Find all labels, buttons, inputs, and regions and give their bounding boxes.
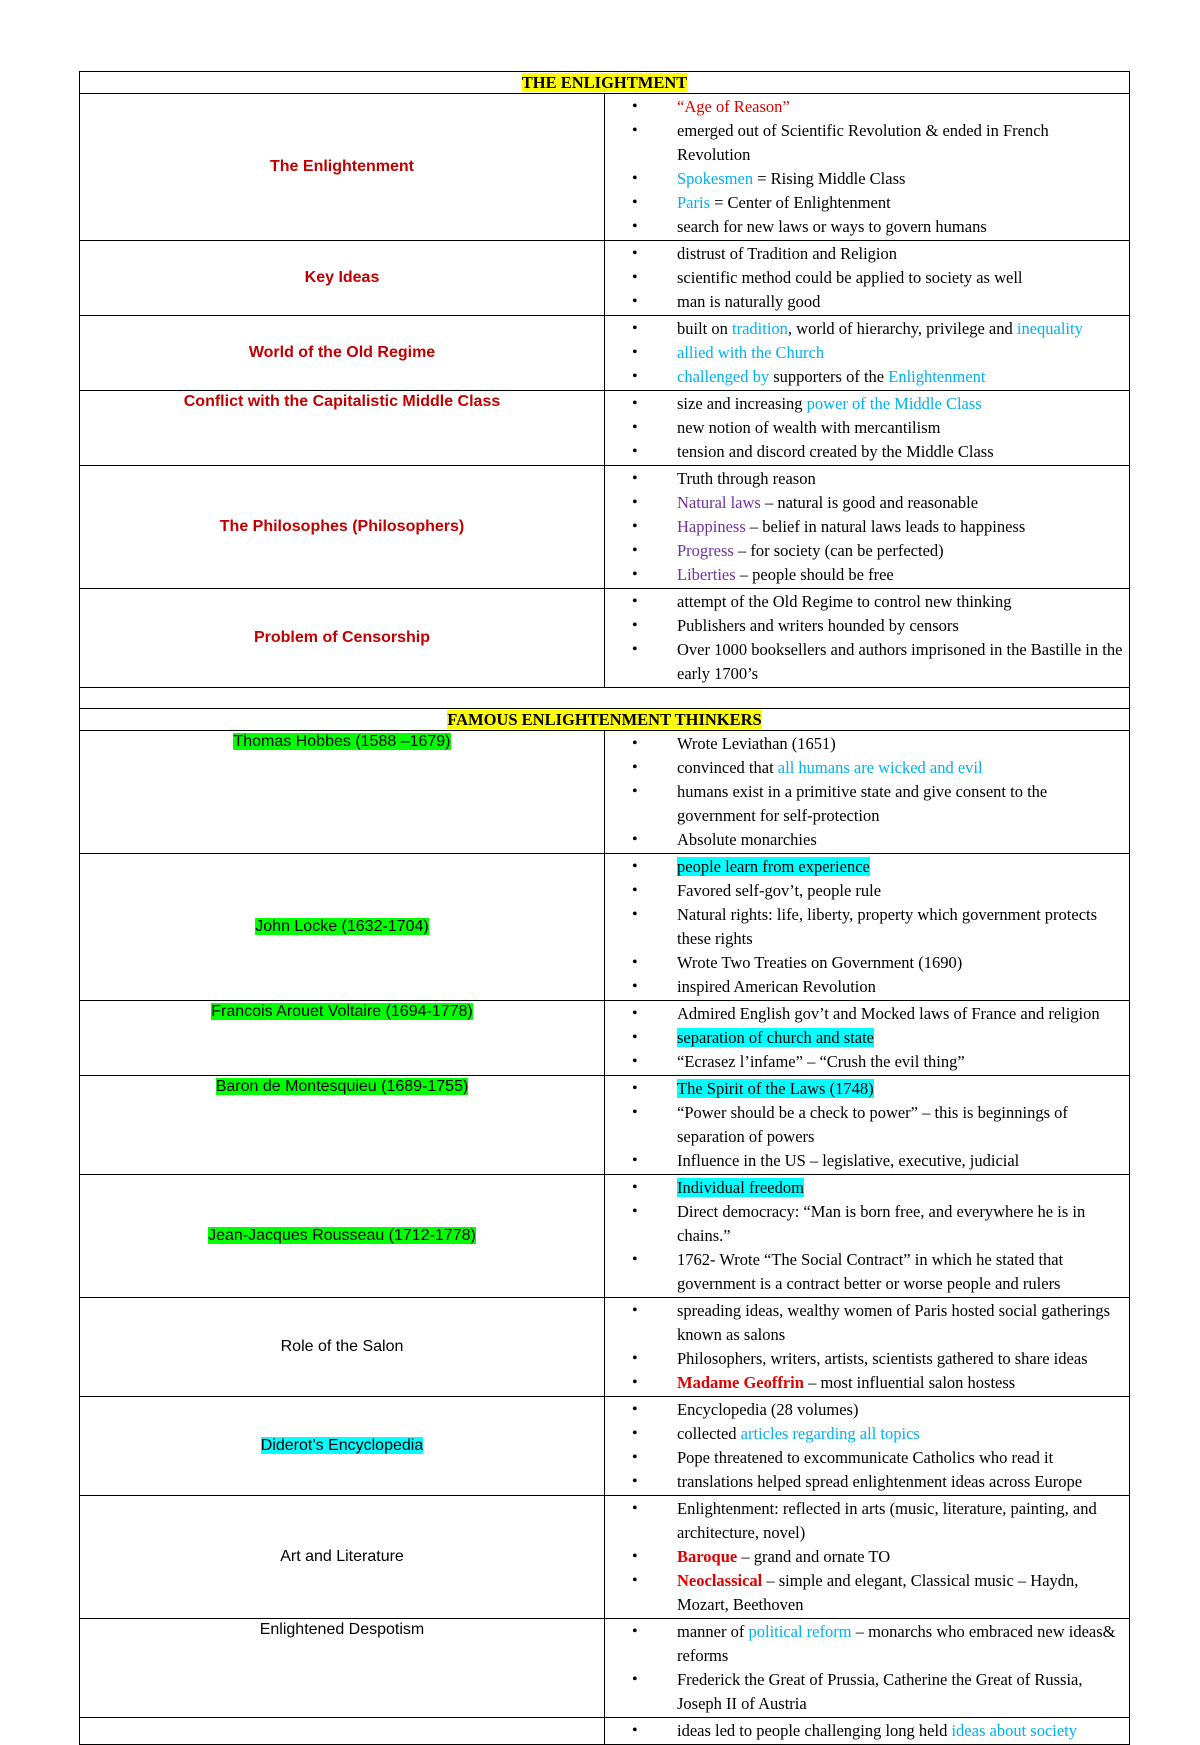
topic-cell <box>80 241 605 316</box>
topic-label: World of the Old Regime <box>248 344 436 361</box>
bullet-text: humans exist in a primitive state and give consent to the government for self-protection <box>677 782 1048 825</box>
topic-label: The Philosophes (Philosophers) <box>219 518 465 535</box>
bullet-text: Frederick the Great of Prussia, Catherine the Great of Russia, Joseph II of Austria <box>677 1670 1083 1713</box>
bullet-text: allied with the Church <box>677 343 825 362</box>
section-header <box>80 709 1130 731</box>
bullet-item <box>623 732 1123 756</box>
bullet-item <box>623 119 1123 167</box>
topic-row <box>80 94 1130 241</box>
thinker-row <box>80 1619 1130 1718</box>
bullet-text: collected <box>677 1424 741 1443</box>
thinker-cell <box>80 1718 605 1745</box>
bullet-list <box>623 1002 1123 1074</box>
bullet-list <box>623 242 1123 314</box>
details-cell <box>605 1298 1130 1397</box>
bullet-list <box>623 95 1123 239</box>
bullet-text: Admired English gov’t and Mocked laws of France and religion <box>677 1004 1100 1023</box>
bullet-item <box>623 1719 1123 1743</box>
bullet-item <box>623 290 1123 314</box>
bullet-item <box>623 440 1123 464</box>
bullet-list <box>623 467 1123 587</box>
bullet-text: Spokesmen <box>677 169 754 188</box>
bullet-text: inequality <box>1016 319 1083 338</box>
bullet-text: The Spirit of the Laws (1748) <box>677 1079 874 1098</box>
topic-label: Problem of Censorship <box>253 629 431 646</box>
thinker-name: Thomas Hobbes (1588 –1679) <box>233 733 451 750</box>
topic-label: Key Ideas <box>304 269 380 286</box>
bullet-item <box>623 855 1123 879</box>
bullet-item <box>623 1176 1123 1200</box>
bullet-text: “Age of Reason” <box>677 97 790 116</box>
thinker-name: Francois Arouet Voltaire (1694-1778) <box>211 1003 473 1020</box>
bullet-text: – belief in natural laws leads to happiness <box>745 517 1026 536</box>
bullet-item <box>623 95 1123 119</box>
bullet-text: Influence in the US – legislative, executive, judicial <box>677 1151 1020 1170</box>
bullet-item <box>623 539 1123 563</box>
details-cell <box>605 1001 1130 1076</box>
thinker-cell <box>80 1397 605 1496</box>
bullet-item <box>623 515 1123 539</box>
details-cell <box>605 1397 1130 1496</box>
thinker-row <box>80 1175 1130 1298</box>
bullet-item <box>623 828 1123 852</box>
bullet-item <box>623 341 1123 365</box>
bullet-item <box>623 780 1123 828</box>
bullet-text: articles regarding all topics <box>740 1424 920 1443</box>
bullet-text: challenged by <box>677 367 770 386</box>
details-cell <box>605 589 1130 688</box>
thinker-cell <box>80 854 605 1001</box>
bullet-item <box>623 614 1123 638</box>
bullet-item <box>623 365 1123 389</box>
bullet-item <box>623 756 1123 780</box>
bullet-list <box>623 1719 1123 1743</box>
section-header <box>80 72 1130 94</box>
bullet-item <box>623 167 1123 191</box>
thinker-row <box>80 1298 1130 1397</box>
bullet-text: translations helped spread enlightenment ideas across Europe <box>677 1472 1083 1491</box>
bullet-text: Enlightenment: reflected in arts (music, literature, painting, and architecture, novel) <box>677 1499 1097 1542</box>
thinker-name: Jean-Jacques Rousseau (1712-1778) <box>208 1227 476 1244</box>
thinker-cell <box>80 1496 605 1619</box>
topic-row <box>80 391 1130 466</box>
bullet-text: ideas led to people challenging long held <box>677 1721 952 1740</box>
bullet-text: – for society (can be perfected) <box>733 541 944 560</box>
bullet-item <box>623 1398 1123 1422</box>
bullet-text: scientific method could be applied to society as well <box>677 268 1023 287</box>
bullet-text: Natural rights: life, liberty, property which government protects these rights <box>677 905 1098 948</box>
bullet-item <box>623 1422 1123 1446</box>
bullet-text: Direct democracy: “Man is born free, and everywhere he is in chains.” <box>677 1202 1086 1245</box>
bullet-text: Enlightenment <box>888 367 986 386</box>
topic-label: The Enlightenment <box>270 158 414 175</box>
details-cell <box>605 391 1130 466</box>
bullet-text: all humans are wicked and evil <box>777 758 983 777</box>
bullet-text: Truth through reason <box>677 469 816 488</box>
bullet-item <box>623 1248 1123 1296</box>
topic-label: Conflict with the Capitalistic Middle Class <box>183 393 501 410</box>
bullet-list <box>623 1497 1123 1617</box>
bullet-text: – simple and elegant, Classical music – Haydn, Mozart, Beethoven <box>677 1571 1079 1614</box>
bullet-item <box>623 1569 1123 1617</box>
spacer-cell <box>80 688 1130 709</box>
bullet-item <box>623 951 1123 975</box>
bullet-text: ideas about society <box>951 1721 1078 1740</box>
thinker-row <box>80 1001 1130 1076</box>
thinker-cell <box>80 1619 605 1718</box>
details-cell <box>605 1718 1130 1745</box>
thinker-name: Role of the Salon <box>280 1338 404 1355</box>
bullet-item <box>623 317 1123 341</box>
bullet-item <box>623 879 1123 903</box>
bullet-list <box>623 855 1123 999</box>
details-cell <box>605 854 1130 1001</box>
section-header-row <box>80 709 1130 731</box>
bullet-text: Philosophers, writers, artists, scientists gathered to share ideas <box>677 1349 1088 1368</box>
bullet-text: power of the Middle Class <box>806 394 982 413</box>
bullet-text: = Center of Enlightenment <box>710 193 891 212</box>
bullet-item <box>623 416 1123 440</box>
bullet-list <box>623 1620 1123 1716</box>
thinker-cell <box>80 731 605 854</box>
topic-row <box>80 241 1130 316</box>
bullet-text: “Ecrasez l’infame” – “Crush the evil thing” <box>677 1052 965 1071</box>
thinker-cell <box>80 1298 605 1397</box>
topic-cell <box>80 589 605 688</box>
bullet-item <box>623 1470 1123 1494</box>
thinker-cell <box>80 1001 605 1076</box>
bullet-item <box>623 563 1123 587</box>
bullet-item <box>623 191 1123 215</box>
topic-cell <box>80 391 605 466</box>
bullet-text: Happiness <box>677 517 746 536</box>
bullet-text: size and increasing <box>677 394 807 413</box>
bullet-text: Over 1000 booksellers and authors imprisoned in the Bastille in the early 1700’s <box>677 640 1123 683</box>
thinker-row <box>80 854 1130 1001</box>
bullet-text: Progress <box>677 541 734 560</box>
bullet-item <box>623 1077 1123 1101</box>
bullet-item <box>623 266 1123 290</box>
bullet-item <box>623 1200 1123 1248</box>
bullet-list <box>623 1299 1123 1395</box>
details-cell <box>605 316 1130 391</box>
bullet-text: Wrote Two Treaties on Government (1690) <box>677 953 963 972</box>
bullet-text: convinced that <box>677 758 778 777</box>
topic-cell <box>80 466 605 589</box>
thinker-row <box>80 1076 1130 1175</box>
bullet-item <box>623 491 1123 515</box>
bullet-item <box>623 1668 1123 1716</box>
topic-row <box>80 316 1130 391</box>
bullet-item <box>623 903 1123 951</box>
details-cell <box>605 1076 1130 1175</box>
bullet-item <box>623 1002 1123 1026</box>
bullet-text: spreading ideas, wealthy women of Paris hosted social gatherings known as salons <box>677 1301 1111 1344</box>
thinker-name: Baron de Montesquieu (1689-1755) <box>215 1078 469 1095</box>
bullet-text: – most influential salon hostess <box>803 1373 1016 1392</box>
bullet-item <box>623 590 1123 614</box>
bullet-text: Neoclassical <box>677 1571 763 1590</box>
bullet-item <box>623 467 1123 491</box>
thinker-cell <box>80 1076 605 1175</box>
details-cell <box>605 241 1130 316</box>
spacer-row <box>80 688 1130 709</box>
bullet-text: , world of hierarchy, privilege and <box>787 319 1017 338</box>
notes-table <box>79 71 1130 1745</box>
bullet-text: new notion of wealth with mercantilism <box>677 418 941 437</box>
bullet-item <box>623 1497 1123 1545</box>
topic-cell <box>80 94 605 241</box>
bullet-list <box>623 1398 1123 1494</box>
bullet-item <box>623 638 1123 686</box>
thinker-name: John Locke (1632-1704) <box>255 918 429 935</box>
bullet-item <box>623 1545 1123 1569</box>
bullet-item <box>623 1347 1123 1371</box>
details-cell <box>605 1496 1130 1619</box>
bullet-text: people learn from experience <box>677 857 870 876</box>
bullet-text: Madame Geoffrin <box>677 1373 804 1392</box>
bullet-item <box>623 975 1123 999</box>
thinker-row <box>80 1397 1130 1496</box>
bullet-text: separation of church and state <box>677 1028 875 1047</box>
thinker-row <box>80 1718 1130 1745</box>
details-cell <box>605 94 1130 241</box>
bullet-text: built on <box>677 319 733 338</box>
bullet-item <box>623 1050 1123 1074</box>
bullet-item <box>623 1149 1123 1173</box>
bullet-item <box>623 1620 1123 1668</box>
table-body <box>80 72 1130 1745</box>
bullet-text: emerged out of Scientific Revolution & ended in French Revolution <box>677 121 1049 164</box>
details-cell <box>605 731 1130 854</box>
bullet-text: – natural is good and reasonable <box>760 493 979 512</box>
bullet-item <box>623 242 1123 266</box>
bullet-text: Encyclopedia (28 volumes) <box>677 1400 859 1419</box>
bullet-text: manner of <box>677 1622 749 1641</box>
bullet-text: supporters of the <box>769 367 889 386</box>
bullet-text: = Rising Middle Class <box>753 169 906 188</box>
bullet-item <box>623 1026 1123 1050</box>
bullet-text: man is naturally good <box>677 292 821 311</box>
topic-row <box>80 589 1130 688</box>
bullet-text: Publishers and writers hounded by censors <box>677 616 959 635</box>
bullet-text: political reform <box>748 1622 852 1641</box>
bullet-text: – grand and ornate TO <box>737 1547 891 1566</box>
bullet-text: Individual freedom <box>677 1178 804 1197</box>
bullet-text: Liberties <box>677 565 736 584</box>
details-cell <box>605 466 1130 589</box>
bullet-list <box>623 1077 1123 1173</box>
bullet-item <box>623 392 1123 416</box>
bullet-item <box>623 1101 1123 1149</box>
bullet-item <box>623 1371 1123 1395</box>
bullet-text: Paris <box>677 193 710 212</box>
bullet-text: Pope threatened to excommunicate Catholics who read it <box>677 1448 1054 1467</box>
details-cell <box>605 1175 1130 1298</box>
bullet-text: Wrote Leviathan (1651) <box>677 734 836 753</box>
bullet-text: – monarchs who embraced new ideas& reforms <box>677 1622 1116 1665</box>
bullet-text: search for new laws or ways to govern humans <box>677 217 987 236</box>
section-title: FAMOUS ENLIGHTENMENT THINKERS <box>447 710 762 729</box>
thinker-name: Enlightened Despotism <box>259 1621 425 1638</box>
bullet-text: Absolute monarchies <box>677 830 817 849</box>
bullet-item <box>623 1446 1123 1470</box>
bullet-text: 1762- Wrote “The Social Contract” in which he stated that government is a contract better or worse people and rulers <box>677 1250 1064 1293</box>
bullet-text: distrust of Tradition and Religion <box>677 244 898 263</box>
bullet-text: Baroque <box>677 1547 738 1566</box>
thinker-cell <box>80 1175 605 1298</box>
bullet-list <box>623 392 1123 464</box>
topic-row <box>80 466 1130 589</box>
bullet-list <box>623 732 1123 852</box>
bullet-list <box>623 1176 1123 1296</box>
bullet-list <box>623 317 1123 389</box>
bullet-item <box>623 1299 1123 1347</box>
section-header-row <box>80 72 1130 94</box>
bullet-text: Favored self-gov’t, people rule <box>677 881 882 900</box>
bullet-text: “Power should be a check to power” – this is beginnings of separation of powers <box>677 1103 1068 1146</box>
bullet-item <box>623 215 1123 239</box>
bullet-text: inspired American Revolution <box>677 977 876 996</box>
thinker-name: Diderot’s Encyclopedia <box>260 1437 424 1454</box>
section-title: THE ENLIGHTMENT <box>521 73 688 92</box>
thinker-name: Art and Literature <box>280 1548 404 1565</box>
bullet-list <box>623 590 1123 686</box>
bullet-text: tradition <box>732 319 788 338</box>
bullet-text: Natural laws <box>677 493 761 512</box>
thinker-row <box>80 1496 1130 1619</box>
bullet-text: tension and discord created by the Middle Class <box>677 442 994 461</box>
thinker-row <box>80 731 1130 854</box>
topic-cell <box>80 316 605 391</box>
bullet-text: attempt of the Old Regime to control new thinking <box>677 592 1012 611</box>
details-cell <box>605 1619 1130 1718</box>
bullet-text: – people should be free <box>735 565 894 584</box>
